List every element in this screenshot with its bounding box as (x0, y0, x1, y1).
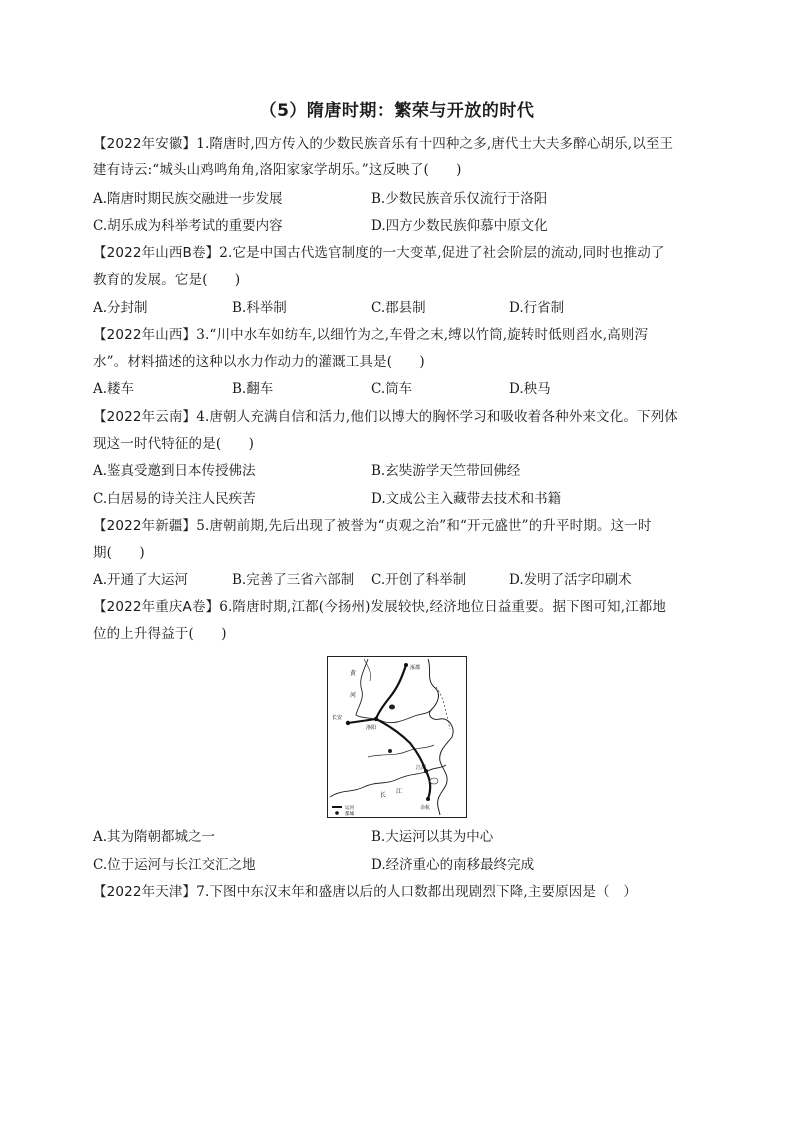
map-label-yuhang: 余杭 (420, 805, 431, 811)
map-label-he: 河 (350, 692, 357, 699)
question-4-line-2: 现这一时代特征的是( ) (93, 436, 254, 452)
question-3-text: 3.“川中水车如纺车,以细竹为之,车骨之末,缚以竹筒,旋转时低则舀水,高则泻 (196, 327, 649, 343)
map-label-changan: 长安 (332, 715, 343, 721)
question-5-source: 【2022年新疆】 (93, 518, 197, 534)
question-4-source: 【2022年云南】 (93, 409, 197, 425)
question-5-option-a: A.开通了大运河 (93, 572, 189, 588)
question-3-line-2: 水”。材料描述的这种以水力作动力的灌溉工具是( ) (93, 354, 425, 370)
question-4-option-d: D.文成公主入藏带去技术和书籍 (371, 491, 562, 507)
legend-label-canal: 运河 (345, 806, 354, 811)
question-4-option-c: C.白居易的诗关注人民疾苦 (93, 491, 256, 507)
question-1-line-1 (93, 134, 703, 154)
question-3-option-c: C.筒车 (371, 381, 413, 397)
question-5-option-c: C.开创了科举制 (371, 572, 467, 588)
question-3-option-a: A.耧车 (93, 381, 135, 397)
legend-label-capital: 都城 (345, 812, 354, 817)
question-5-option-d: D.发明了活字印刷术 (509, 572, 632, 588)
question-4-option-b: B.玄奘游学天竺带回佛经 (371, 463, 521, 479)
question-6-source: 【2022年重庆A卷】 (93, 599, 220, 615)
question-5-line-1 (93, 516, 703, 536)
question-6-line-2: 位的上升得益于( ) (93, 626, 227, 642)
question-1-option-b: B.少数民族音乐仅流行于洛阳 (371, 191, 548, 207)
question-6-text: 6.隋唐时期,江都(今扬州)发展较快,经济地位日益重要。据下图可知,江都地 (219, 599, 667, 615)
question-1-source: 【2022年安徽】 (93, 136, 197, 152)
question-1-text: 1.隋唐时,四方传入的少数民族音乐有十四种之多,唐代士大夫多醉心胡乐,以至王 (196, 136, 674, 152)
question-2-line-1 (93, 243, 703, 263)
question-7-source: 【2022年天津】 (93, 884, 197, 900)
question-4-line-1 (93, 407, 703, 427)
question-7-line-1 (93, 882, 703, 902)
question-3-option-b: B.翻车 (232, 381, 274, 397)
question-2-option-a: A.分封制 (93, 300, 148, 316)
question-6-option-d: D.经济重心的南移最终完成 (371, 857, 535, 873)
map-label-jiang: 江 (396, 788, 403, 795)
question-4-option-a: A.鉴真受邀到日本传授佛法 (93, 463, 256, 479)
question-3-line-1 (93, 325, 703, 345)
question-2-line-2: 教育的发展。它是( ) (93, 272, 241, 288)
page-title: （5）隋唐时期：繁荣与开放的时代 (259, 101, 535, 121)
map-label-luoyang: 洛阳 (366, 725, 377, 731)
question-3-source: 【2022年山西】 (93, 327, 197, 343)
question-3-option-d: D.秧马 (509, 381, 551, 397)
map-label-chang: 长 (380, 792, 387, 799)
question-5-option-b: B.完善了三省六部制 (232, 572, 355, 588)
question-2-option-c: C.郡县制 (371, 300, 426, 316)
question-4-text: 4.唐朝人充满自信和活力,他们以博大的胸怀学习和吸收着各种外来文化。下列体 (196, 409, 678, 425)
question-6-option-a: A.其为隋朝都城之一 (93, 829, 216, 845)
question-6-option-c: C.位于运河与长江交汇之地 (93, 857, 256, 873)
question-6-line-1 (93, 597, 703, 617)
question-7-text: 7.下图中东汉末年和盛唐以后的人口数都出现剧烈下降,主要原因是（ ） (196, 884, 637, 900)
question-2-option-b: B.科举制 (232, 300, 287, 316)
question-2-option-d: D.行省制 (509, 300, 565, 316)
question-5-line-2: 期( ) (93, 545, 145, 561)
question-1-option-c: C.胡乐成为科举考试的重要内容 (93, 218, 283, 234)
question-2-source: 【2022年山西B卷】 (93, 245, 220, 261)
question-1-option-a: A.隋唐时期民族交融进一步发展 (93, 191, 283, 207)
grand-canal-map (327, 656, 467, 818)
question-1-line-2: 建有诗云:“城头山鸡鸣角角,洛阳家家学胡乐。”这反映了( ) (93, 162, 462, 178)
question-1-option-d: D.四方少数民族仰慕中原文化 (371, 218, 548, 234)
question-5-text: 5.唐朝前期,先后出现了被誉为“贞观之治”和“开元盛世”的升平时期。这一时 (196, 518, 652, 534)
map-label-zhuojun: 涿郡 (410, 665, 421, 671)
map-label-huang: 黄 (350, 670, 357, 677)
map-label-jiangdu: 江都 (416, 765, 427, 771)
question-2-text: 2.它是中国古代选官制度的一大变革,促进了社会阶层的流动,同时也推动了 (219, 245, 665, 261)
question-6-option-b: B.大运河以其为中心 (371, 829, 494, 845)
